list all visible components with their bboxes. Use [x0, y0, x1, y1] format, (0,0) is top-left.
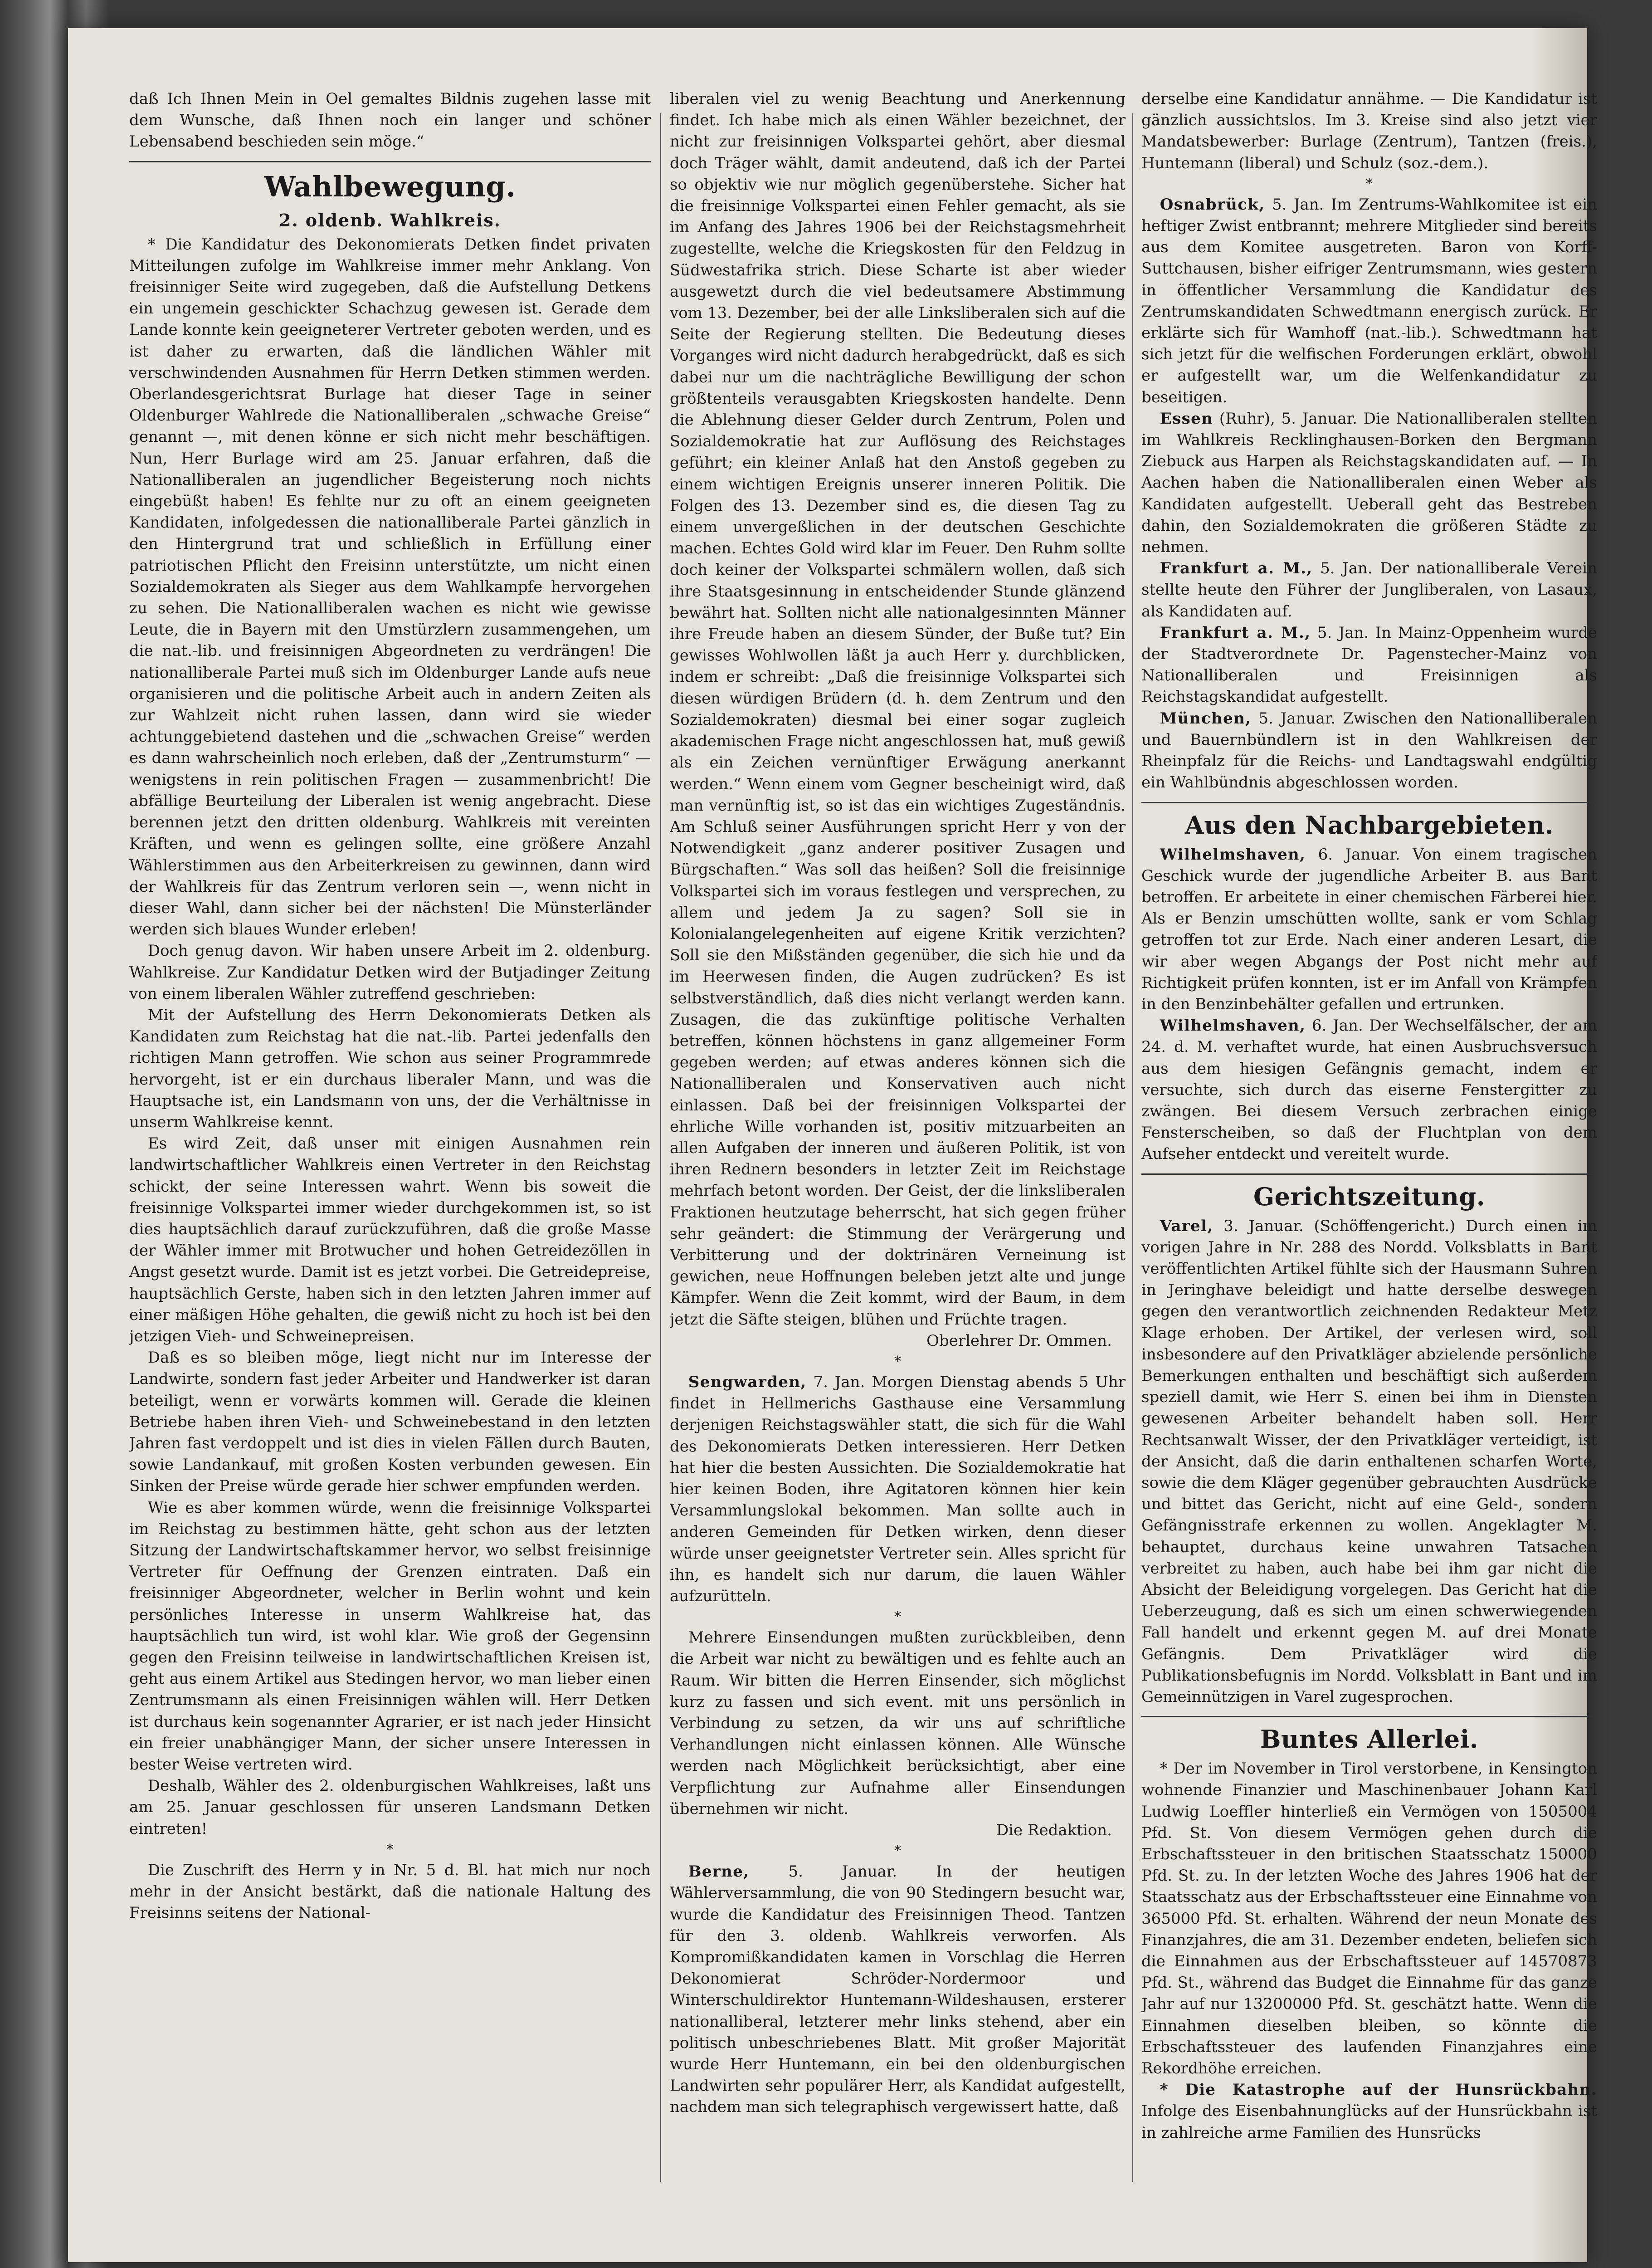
article-paragraph: Es wird Zeit, daß unser mit einigen Ausnahmen rein landwirtschaftlicher Wahlkreis einen Vertreter in den Reichstag schickt, der seine Interessen wahrt. Wenn bis soweit die freisinnige Volkspartei immer wieder durchgekommen ist, so ist dies hauptsächlich darauf zurückzuführen, daß die große Masse der Wähler immer mit Brotwucher und hohen Getreidezöllen in Angst gesetzt wurde. Damit ist es jetzt vorbei. Die Getreidepreise, hauptsächlich Gerste, haben sich in den letzten Jahren immer auf einer mäßigen Höhe gehalten, die gewiß nicht zu hoch ist bei den jetzigen Vieh- und Schweinepreisen.: [129, 1134, 651, 1345]
article-paragraph: Wie es aber kommen würde, wenn die freisinnige Volkspartei im Reichstag zu bestimmen hätte, geht schon aus der letzten Sitzung der Landwirtschaftskammer hervor, wo selbst freisinnige Vertreter für Oeffnung der Grenzen eintraten. Daß ein freisinniger Abgeordneter, welcher in Berlin wohnt und kein persönliches Interesse in unserm Wahlkreise hat, das hauptsächlich tun wird, ist wohl klar. Wie groß der Gegensinn gegen den Freisinn teilweise in landwirtschaftlichen Kreisen ist, geht aus einem Artikel aus Stedingen hervor, wo man lieber einen Zentrumsmann als einen Freisinnigen wählen will. Herr Detken ist durchaus kein sogenannter Agrarier, er ist nach jeder Hinsicht ein freier unabhängiger Mann, der sicher unsere Interessen in bester Weise vertreten wird.: [129, 1498, 651, 1774]
column-3: [1141, 88, 1597, 2175]
news-item-frankfurt: [1141, 622, 1597, 708]
editor-signature: Die Redaktion.: [996, 1821, 1112, 1840]
separator-asterisk: *: [1366, 176, 1373, 192]
column-rule-1: [660, 113, 661, 2182]
news-item-frankfurt: [1141, 558, 1597, 622]
dateline-place: Frankfurt a. M.,: [1160, 623, 1311, 642]
news-item-berne: [670, 1861, 1126, 2118]
section-divider: [1141, 1173, 1597, 1175]
section-divider: [129, 161, 651, 162]
article-paragraph: * Der im November in Tirol verstorbene, in Kensington wohnende Finanzier und Maschinenbauer Johann Karl Ludwig Loeffler hinterließ ein Vermögen von 1505004 Pfd. St. Von diesem Vermögen gehen durch die Erbschaftssteuer in den britischen Staatsschatz 150000 Pfd. St. zu. In der letzten Woche des Jahres 1906 hat der Staatsschatz aus der Erbschaftssteuer eine Einnahme von 365000 Pfd. St. erhalten. Während der neun Monate des Finanzjahres, die am 31. Dezember endeten, beliefen sich die Einnahmen aus der Erbschaftssteuer auf 14570873 Pfd. St., während das Budget die Einnahme für das ganze Jahr auf nur 13200000 Pfd. St. geschätzt hatte. Wenn die Einnahmen dieselben bleiben, so könnte die Erbschaftssteuer des laufenden Finanzjahres eine Rekordhöhe erreichen.: [1141, 1760, 1597, 2078]
article-paragraph: * Die Kandidatur des Dekonomierats Detken findet privaten Mitteilungen zufolge im Wahlkreise immer mehr Anklang. Von freisinniger Seite wird zugegeben, daß die Aufstellung Detkens ein ungemein geschickter Schachzug gewesen ist. Gerade dem Lande konnte kein geeigneterer Vertreter geboten werden, und es ist daher zu erwarten, daß die ländlichen Wähler mit verschwindenden Ausnahmen für Herrn Detken stimmen werden. Oberlandesgerichtsrat Burlage hat dieser Tage in seiner Oldenburger Wahlrede die Nationalliberalen „schwache Greise“ genannt —, mit denen könne er sich nicht mehr beschäftigen. Nun, Herr Burlage wird am 25. Januar erfahren, daß die Nationalliberalen an jugendlicher Begeisterung noch nichts eingebüßt haben! Es fehlte nur zu oft an einem geeigneten Kandidaten, infolgedessen die nationalliberale Partei gänzlich in den Hintergrund trat und schließlich in Erfüllung einer patriotischen Pflicht den Freisinn unterstützte, um nicht einen Sozialdemokraten als Sieger aus dem Wahlkampfe hervorgehen zu sehen. Die Nationalliberalen wachen es nicht wie gewisse Leute, die in Bayern mit den Umstürzlern zusammengehen, um die nat.-lib. und freisinnigen Abgeordneten zu verdrängen! Die nationalliberale Partei muß sich im Oldenburger Lande aufs neue organisieren und die politische Arbeit auch in andern Zeiten als zur Wahlzeit nicht ruhen lassen, dann wird sie wieder achtunggebietend dastehen und die „schwachen Greise“ werden es dann wahrscheinlich noch erleben, daß der „Zentrumsturm“ — wenigstens in rein politischen Fragen — zusammenbricht! Die abfällige Beurteilung der Liberalen ist wenig angebracht. Diese berennen jetzt den dritten oldenburg. Wahlkreis mit vereinten Kräften, und wenn es gelingen sollte, eine größere Anzahl Wählerstimmen aus den Arbeiterkreisen zu gewinnen, dann wird der Wahlkreis für das Zentrum verloren sein —, wenn nicht in dieser Wahl, dann sicher bei der nächsten! Die Münsterländer werden sich blaues Wunder erleben!: [129, 235, 651, 939]
column-2: [670, 88, 1126, 2175]
article-paragraph: liberalen viel zu wenig Beachtung und Anerkennung findet. Ich habe mich als einen Wähler bezeichnet, der nicht zur freisinnigen Volkspartei gehört, aber diesmal doch Träger wählt, damit andeutend, daß ich der Partei so objektiv wie nur möglich gegenüberstehe. Sicher hat die freisinnige Volkspartei einen Fehler gemacht, als sie im Anfang des Jahres 1906 bei der Reichstagsmehrheit zugestellte, welche die Kriegskosten für den Feldzug in Südwestafrika strich. Diese Scharte ist aber wieder ausgewetzt durch die viel bedeutsamere Abstimmung vom 13. Dezember, bei der alle Linksliberalen sich auf die Seite der Regierung stellten. Die Bedeutung dieses Vorganges wird nicht dadurch herabgedrückt, daß es sich dabei nur um die nachträgliche Bewilligung der schon größtenteils verausgabten Kriegskosten handelte. Denn die Ablehnung dieser Gelder durch Zentrum, Polen und Sozialdemokratie hat zur Auflösung des Reichstages geführt; ein kleiner Anlaß hat den Anstoß gegeben zu einem wichtigen Ereignis unserer inneren Politik. Die Folgen des 13. Dezember sind es, die diesen Tag zu einem unvergeßlichen in der deutschen Geschichte machen. Echtes Gold wird klar im Feuer. Den Ruhm sollte doch keiner der Volkspartei schmälern wollen, daß sich ihre Staatsgesinnung in entscheidender Stunde glänzend bewährt hat. Sollten nicht alle nationalgesinnten Männer ihre Freude haben an diesem Sünder, der Buße tut? Ein gewisses Wohlwollen läßt ja auch Herr y. durchblicken, indem er schreibt: „Daß die freisinnige Volkspartei sich diesen würdigen Brüdern (d. h. dem Zentrum und den Sozialdemokraten) diesmal bei einer sogar zugleich akademischen Frage nicht angeschlossen hat, muß gewiß als ein Zeichen vernünftiger Erwägung anerkannt werden.“ Wenn einem vom Gegner bescheinigt wird, daß man vernünftig ist, so ist das ein wichtiges Zugeständnis. Am Schluß seiner Ausführungen spricht Herr y von der Notwendigkeit „ganz anderer positiver Zusagen und Bürgschaften.“ Was soll das heißen? Soll die freisinnige Volkspartei sich im voraus festlegen und versprechen, zu allem und jedem Ja zu sagen? Soll sie in Kolonialangelegenheiten auf eigene Kritik verzichten? Soll sie den Mißständen gegenüber, die sich hie und da im Heerwesen finden, die Augen zudrücken? Es ist selbstverständlich, daß dies nicht verlangt werden kann. Zusagen, die das zukünftige politische Verhalten betreffen, können höchstens in ganz allgemeiner Form gegeben werden; auf etwas anderes können sich die Nationalliberalen und Konservativen auch nicht einlassen. Daß bei der freisinnigen Volkspartei der ehrliche Wille vorhanden ist, positiv mitzuarbeiten an allen Aufgaben der inneren und äußeren Politik, ist von ihren Rednern besonders in letzter Zeit im Reichstage mehrfach betont worden. Der Geist, der die linksliberalen Fraktionen heutzutage beherrscht, hat sich gegen früher sehr geändert: die Stimmung der Verärgerung und Verbitterung und der doktrinären Verneinung ist gewichen, neue Hoffnungen beleben jetzt alte und junge Kämpfer. Wenn die Zeit kommt, wird der Baum, in dem jetzt die Säfte steigen, blühen und Früchte tragen.: [670, 90, 1126, 1329]
news-text: 7. Jan. Morgen Dienstag abends 5 Uhr findet in Hellmerichs Gasthause eine Versammlung derjenigen Reichstagswähler statt, die sich für die Wahl des Dekonomierats Detken interessieren. Herr Detken hat hier die besten Aussichten. Die Sozialdemokratie hat hier keinen Boden, ihre Agitatoren können hier kein Versammlungslokal bekommen. Man sollte auch in anderen Gemeinden für Detken wirken, denn dieser würde unser geeignetster Vertreter sein. Alles spricht für ihn, es handelt sich nur darum, die lauen Wähler aufzurütteln.: [670, 1373, 1126, 1606]
news-item-varel: [1141, 1216, 1597, 1708]
news-text: 5. Jan. In Mainz-Oppenheim wurde der Stadtverordnete Dr. Pagenstecher-Mainz von Nationalliberalen und Freisinnigen als Reichstagskandidat aufgestellt.: [1141, 623, 1597, 706]
news-item-osnabrueck: [1141, 194, 1597, 408]
editor-note: Mehrere Einsendungen mußten zurückbleiben, denn die Arbeit war nicht zu bewältigen und es fehlte auch an Raum. Wir bitten die Herren Einsender, sich möglichst kurz zu fassen und sich event. mit uns persönlich in Verbindung zu setzen, da wir uns auf schriftliche Verhandlungen nicht einlassen können. Alle Wünsche werden nach Möglichkeit berücksichtigt, aber eine Verpflichtung zur Aufnahme aller Einsendungen übernehmen wir nicht.: [670, 1628, 1126, 1818]
separator-asterisk: *: [894, 1353, 901, 1369]
news-text: (Ruhr), 5. Januar. Die Nationalliberalen stellten im Wahlkreis Recklinghausen-Borken den Bergmann Ziebuck aus Harpen als Reichstagskandidaten auf. — In Aachen haben die Nationalliberalen einen Weber als Kandidaten aufgestellt. Ueberall geht das Bestreben dahin, den Sozialdemokraten die größeren Städte zu nehmen.: [1141, 409, 1597, 557]
dateline-place: Osnabrück,: [1160, 195, 1265, 214]
article-paragraph: Mit der Aufstellung des Herrn Dekonomierats Detken als Kandidaten zum Reichstag hat die nat.-lib. Partei jedenfalls den richtigen Mann getroffen. Wie schon aus seiner Programmrede hervorgeht, ist er ein durchaus liberaler Mann, und was die Hauptsache ist, ein Landsmann von uns, der die Verhältnisse in unserm Wahlkreise kennt.: [129, 1006, 651, 1131]
section-divider: [1141, 1716, 1597, 1717]
news-item-hunsrueckbahn: [1141, 2079, 1597, 2144]
article-paragraph: Daß es so bleiben möge, liegt nicht nur im Interesse der Landwirte, sondern fast jeder Arbeiter und Handwerker ist daran beteiligt, wenn er vorwärts kommen will. Gerade die kleinen Betriebe haben ihren Vieh- und Schweinebestand in den letzten Jahren fast verdoppelt und ist dies in vielen Fällen durch Bauten, sowie Landankauf, mit großen Kosten verbunden gewesen. Ein Sinken der Preise würde gerade hier schwer empfunden werden.: [129, 1349, 651, 1496]
news-item-essen: [1141, 408, 1597, 558]
dateline-place: Berne,: [688, 1862, 750, 1881]
dateline-place: Sengwarden,: [688, 1373, 807, 1391]
news-text: 5. Januar. In der heutigen Wählerversammlung, die von 90 Stedingern besucht war, wurde die Kandidatur des Freisinnigen Theod. Tantzen für den 3. oldenb. Wahlkreis verworfen. Als Kompromißkandidaten kamen in Vorschlag die Herren Dekonomierat Schröder-Nordermoor und Winterschuldirektor Huntemann-Wildeshausen, ersterer nationalliberal, letzterer mehr links stehend, aber ein politisch unbeschriebenes Blatt. Mit großer Majorität wurde Herr Huntemann, ein bei den oldenburgischen Landwirten sehr populärer Herr, als Kandidat aufgestellt, nachdem man sich telegraphisch vergewissert hatte, daß: [670, 1862, 1126, 2116]
separator-asterisk: *: [894, 1843, 901, 1859]
continued-paragraph: derselbe eine Kandidatur annähme. — Die Kandidatur ist gänzlich aussichtslos. Im 3. Kreise sind also jetzt vier Mandatsbewerber: Burlage (Zentrum), Tantzen (freis.), Huntemann (liberal) und Schulz (soz.-dem.).: [1141, 90, 1597, 172]
column-1: [129, 88, 651, 2175]
author-signature: Oberlehrer Dr. Ommen.: [926, 1331, 1112, 1350]
dateline-place: Frankfurt a. M.,: [1160, 559, 1313, 578]
dateline-place: Wilhelmshaven,: [1160, 845, 1306, 864]
news-text: 6. Jan. Der Wechselfälscher, der am 24. d. M. verhaftet wurde, hat einen Ausbruchsversuch aus dem hiesigen Gefängnis gemacht, indem er versuchte, sich durch das eiserne Fenstergitter zu zwängen. Bei diesem Versuch zerbrachen einige Fensterscheiben, so daß der Fluchtplan von dem Aufseher entdeckt und vereitelt wurde.: [1141, 1017, 1597, 1163]
dateline-place: Essen: [1160, 409, 1213, 428]
separator-asterisk: *: [894, 1609, 901, 1625]
news-text: 5. Jan. Im Zentrums-Wahlkomitee ist ein heftiger Zwist entbrannt; mehrere Mitglieder sind bereits aus dem Komitee ausgetreten. Baron von Korff-Suttchausen, bisher eifriger Zentrumsmann, wies gestern in öffentlicher Versammlung die Kandidatur des Zentrumskandidaten Schwedtmann energisch zurück. Er erklärte sich für Wamhoff (nat.-lib.). Schwedtmann hat sich jetzt für die welfischen Forderungen erklärt, obwohl er aufgestellt war, um die Welfenkandidatur zu beseitigen.: [1141, 195, 1597, 406]
news-text: 6. Januar. Von einem tragischen Geschick wurde der jugendliche Arbeiter B. aus Bant betroffen. Er arbeitete in einer chemischen Färberei hier. Als er Benzin umschütten wollte, sank er vom Schlag getroffen tot zur Erde. Nach einer anderen Lesart, die wir aber wegen Abgangs der Post nicht mehr auf Richtigkeit prüfen konnten, ist er im Anfall von Krämpfen in den Benzinbehälter gefallen und ertrunken.: [1141, 845, 1597, 1013]
news-text: Infolge des Eisenbahnunglücks auf der Hunsrückbahn ist in zahlreiche arme Familien des Hunsrücks: [1141, 2102, 1597, 2142]
separator-asterisk: *: [386, 1841, 394, 1857]
news-text: 3. Januar. (Schöffengericht.) Durch einen im vorigen Jahre in Nr. 288 des Nordd. Volksblatts in Bant veröffentlichten Artikel fühlte sich der Hausmann Suhren in Jeringhave beleidigt und hatte derselbe deswegen gegen den verantwortlich zeichnenden Redakteur Metz Klage erhoben. Der Artikel, der verlesen wird, soll insbesondere auf den Privatkläger abzielende persönliche Bemerkungen enthalten und beschäftigt sich außerdem speziell damit, wie Herr S. einen bei ihm in Diensten gewesenen Arbeiter behandelt haben soll. Herr Rechtsanwalt Wisser, der den Privatkläger verteidigt, ist der Ansicht, daß die darin enthaltenen scharfen Worte, sowie die dem Kläger gegenüber gebrauchten Ausdrücke und bittet das Gericht, nicht auf eine Geld-, sondern Gefängnisstrafe erkennen zu wollen. Angeklagter M. behauptet, durchaus keine unwahren Tatsachen verbreitet zu haben, auch habe bei ihm gar nicht die Absicht der Beleidigung vorgelegen. Das Gericht hat die Ueberzeugung, daß es sich um einen schwerwiegenden Fall handelt und erkennt gegen M. auf drei Monate Gefängnis. Dem Privatkläger wird die Publikationsbefugnis im Nordd. Volksblatt in Bant und im Gemeinnützigen in Varel zugesprochen.: [1141, 1217, 1597, 1706]
article-paragraph: Doch genug davon. Wir haben unsere Arbeit im 2. oldenburg. Wahlkreise. Zur Kandidatur Detken wird der Butjadinger Zeitung von einem liberalen Wähler zutreffend geschrieben:: [129, 942, 651, 1003]
continued-paragraph: daß Ich Ihnen Mein in Oel gemaltes Bildnis zugehen lasse mit dem Wunsche, daß Ihnen noch ein langer und schöner Lebensabend beschieden sein möge.“: [129, 90, 651, 151]
subhead-wahlkreis: 2. oldenb. Wahlkreis.: [279, 210, 501, 230]
article-paragraph: Die Zuschrift des Herrn y in Nr. 5 d. Bl. hat mich nur noch mehr in der Ansicht bestärkt, daß die nationale Haltung des Freisinns seitens der National-: [129, 1861, 651, 1922]
news-item-muenchen: [1141, 708, 1597, 794]
dateline-place: München,: [1160, 709, 1252, 728]
news-text: 5. Jan. Der nationalliberale Verein stellte heute den Führer der Jungliberalen, von Lasaux, als Kandidaten auf.: [1141, 559, 1597, 621]
dateline-place: Varel,: [1160, 1217, 1213, 1235]
section-title-buntes-allerlei: Buntes Allerlei.: [1260, 1725, 1479, 1754]
section-title-nachbargebiete: Aus den Nachbargebieten.: [1184, 810, 1554, 840]
news-text: 5. Januar. Zwischen den Nationalliberalen und Bauernbündlern ist in den Wahlkreisen der Rheinpfalz für die Reichs- und Landtagswahl endgültig ein Wahlbündnis abgeschlossen worden.: [1141, 709, 1597, 792]
news-item-sengwarden: [670, 1372, 1126, 1607]
news-item-wilhelmshaven: [1141, 1015, 1597, 1165]
section-title-gerichtszeitung: Gerichtszeitung.: [1253, 1182, 1486, 1211]
section-title-wahlbewegung: Wahlbewegung.: [264, 170, 516, 203]
news-item-wilhelmshaven: [1141, 844, 1597, 1016]
item-heading: * Die Katastrophe auf der Hunsrückbahn.: [1160, 2081, 1597, 2099]
article-paragraph: Deshalb, Wähler des 2. oldenburgischen Wahlkreises, laßt uns am 25. Januar geschlossen für unseren Landsmann Detken eintreten!: [129, 1777, 651, 1838]
section-divider: [1141, 802, 1597, 803]
column-rule-2: [1132, 113, 1133, 2182]
dateline-place: Wilhelmshaven,: [1160, 1017, 1306, 1035]
